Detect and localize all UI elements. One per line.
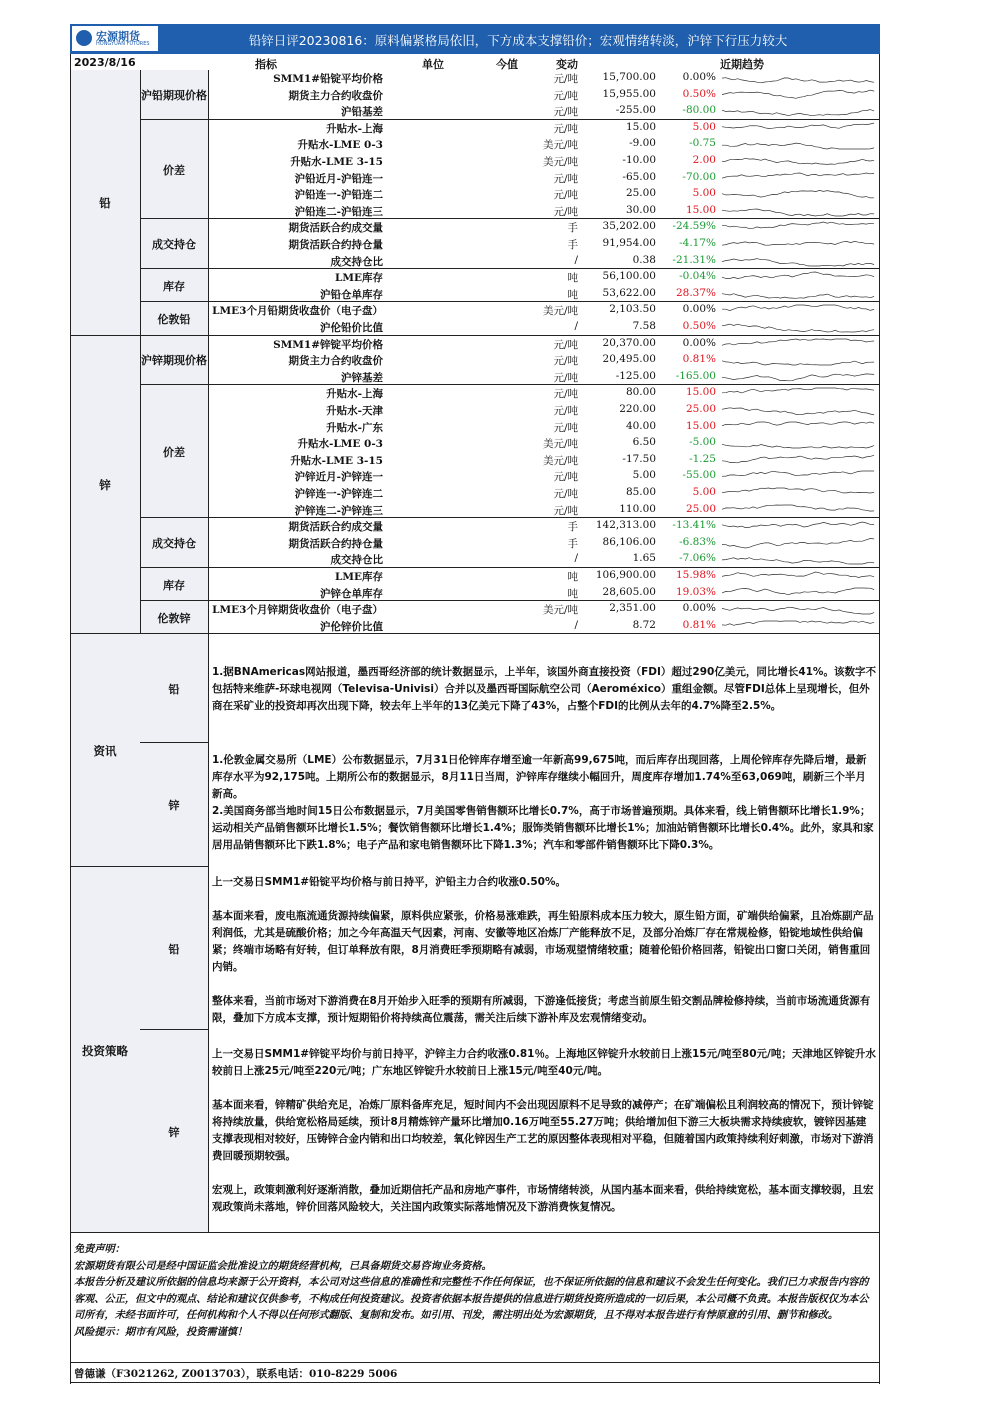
current-value: -9.00 [629, 137, 656, 150]
col-indicator: 指标 [255, 58, 277, 71]
table-row [208, 219, 880, 236]
trend-sparkline [718, 270, 878, 284]
indicator-name: 沪锌连二-沪锌连三 [294, 504, 383, 517]
change-value: -1.25 [689, 452, 716, 465]
unit: 元/吨 [553, 106, 578, 119]
table-row [208, 618, 880, 635]
table-row [208, 236, 880, 253]
trend-sparkline [718, 453, 878, 467]
change-value: 0.00% [682, 602, 716, 615]
unit: 手 [567, 222, 578, 235]
unit: 吨 [567, 272, 578, 285]
current-value: 86,106.00 [602, 535, 656, 548]
change-value: -55.00 [682, 469, 716, 482]
unit: 吨 [567, 288, 578, 301]
unit: 元/吨 [553, 471, 578, 484]
table-row [208, 601, 880, 618]
current-value: 15,700.00 [602, 71, 656, 83]
indicator-name: 升贴水-LME 0-3 [297, 438, 383, 451]
change-value: 0.50% [682, 87, 716, 100]
trend-sparkline [718, 204, 878, 218]
table-row [208, 120, 880, 137]
col-trend: 近期趋势 [720, 58, 764, 71]
strategy-lead-text [212, 874, 876, 1027]
table-row [208, 452, 880, 469]
current-value: -255.00 [615, 104, 656, 117]
unit: 元/吨 [553, 405, 578, 417]
strategy-lead-label: 铅 [140, 867, 209, 1030]
change-value: 0.00% [682, 303, 716, 316]
paragraph: 基本面来看，废电瓶流通货源持续偏紧，原料供应紧张，价格易涨难跌，再生铅原料成本压力较大，原生铅方面，矿端供给偏紧，且冶炼副产品利润低，尤其是硫酸价格；加之今年高温天气因素，河南、安徽等地区冶炼厂产能释放不足，及部分冶炼厂存在常规检修，铅锭地域性供给偏紧；终端市场略有好转，但订单释放有限，8月消费旺季预期略有减弱，市场观望情绪较重；随着伦铅价格回落，铅锭出口窗口关闭，销售重回内销。 [212, 910, 874, 973]
trend-sparkline [718, 88, 878, 102]
trend-sparkline [718, 386, 878, 400]
current-value: 30.00 [625, 203, 656, 216]
indicator-name: 成交持仓比 [330, 554, 383, 567]
current-value: 110.00 [619, 502, 656, 515]
current-value: 80.00 [625, 386, 656, 399]
current-value: 0.38 [632, 253, 656, 266]
trend-sparkline [718, 619, 878, 633]
current-value: 28,605.00 [602, 585, 656, 598]
table-row [208, 551, 880, 568]
indicator-name: 期货活跃合约成交量 [288, 521, 383, 534]
indicator-name: 沪锌基差 [341, 371, 383, 384]
news-zinc-label: 锌 [140, 743, 209, 867]
unit: 吨 [567, 571, 578, 583]
risk-warning: 风险提示：期市有风险，投资需谨慎！ [74, 1326, 248, 1338]
col-change: 变动 [556, 58, 578, 71]
unit: 美元/吨 [542, 156, 578, 168]
change-value: 25.00 [685, 502, 716, 515]
change-value: 19.03% [675, 585, 716, 598]
trend-sparkline [718, 519, 878, 533]
logo-subtext: HONGYUAN FUTURES [96, 41, 150, 47]
current-value: 1.65 [632, 552, 656, 565]
trend-sparkline [718, 486, 878, 500]
trend-sparkline [718, 254, 878, 268]
unit: 元/吨 [553, 172, 578, 185]
news-zinc-text [212, 752, 876, 854]
change-value: -165.00 [675, 369, 716, 382]
trend-sparkline [718, 353, 878, 367]
indicator-name: 升贴水-LME 0-3 [297, 139, 383, 152]
trend-sparkline [718, 71, 878, 85]
trend-sparkline [718, 137, 878, 151]
news-lead-label: 铅 [140, 634, 209, 743]
indicator-name: 沪锌仓单库存 [320, 587, 383, 600]
current-value: 53,622.00 [602, 286, 656, 299]
table-row [208, 585, 880, 602]
paragraph: 上一交易日SMM1#锌锭平均价与前日持平，沪锌主力合约收涨0.81％。上海地区锌锭升水较前日上涨15元/吨至80元/吨；天津地区锌锭升水较前日上涨25元/吨至220元/吨；广东地区锌锭升水较前日上涨15元/吨至40元/吨。 [212, 1048, 876, 1077]
unit: 美元/吨 [542, 454, 578, 467]
unit: 美元/吨 [542, 604, 578, 617]
section-label: 铅 [70, 70, 141, 336]
group-label: 成交持仓 [140, 219, 209, 269]
trend-sparkline [718, 287, 878, 301]
current-value: 20,370.00 [602, 336, 656, 349]
change-value: 15.00 [685, 203, 716, 216]
current-value: 106,900.00 [595, 569, 656, 581]
paragraph: 1.据BNAmericas网站报道，墨西哥经济部的统计数据显示，上半年，该国外商直接投资（FDI）超过290亿美元，同比增长41%。该数字不包括特来维萨-环球电视网（Televisa-Univisi）合并以及墨西哥国际航空公司（Aeroméxico）重组金额。尽管FDI总体上呈现增长，但外商在采矿业的投资却再次出现下降，较去年上半年的13亿美元下降了43%，占整个FDI的比例从去年的4.7%降至2.5%。 [212, 666, 876, 712]
trend-sparkline [718, 171, 878, 185]
paragraph: 整体来看，当前市场对下游消费在8月开始步入旺季的预期有所减弱，下游逢低接货；考虑当前原生铅交割品牌检修持续，当前市场流通货源有限，叠加下方成本支撑，预计短期铅价将持续高位震荡，需关注后续下游补库及宏观情绪变动。 [212, 995, 871, 1024]
current-value: 8.72 [632, 618, 656, 631]
group-label: 伦敦锌 [140, 601, 209, 634]
group-label: 成交持仓 [140, 518, 209, 568]
paragraph: 1.伦敦金属交易所（LME）公布数据显示，7月31日伦锌库存增至逾一年新高99,675吨，而后库存出现回落，上周伦锌库存先降后增，最新库存水平为92,175吨。上期所公布的数据显示，8月11日当周，沪锌库存继续小幅回升，周度库存增加1.74%至63,069吨，刷新三个半月新高。 [212, 754, 867, 800]
indicator-name: 升贴水-天津 [326, 405, 383, 417]
table-row [208, 385, 880, 402]
change-value: -24.59% [672, 220, 716, 233]
indicator-name: 沪伦铅价比值 [320, 322, 383, 334]
current-value: 6.50 [632, 436, 656, 449]
trend-sparkline [718, 403, 878, 417]
indicator-name: SMM1#铅锭平均价格 [273, 73, 383, 85]
change-value: 0.00% [682, 71, 716, 83]
change-value: -21.31% [672, 253, 716, 266]
indicator-name: 期货活跃合约成交量 [288, 222, 383, 235]
col-unit: 单位 [422, 58, 444, 71]
unit: 吨 [567, 587, 578, 600]
change-value: 15.00 [685, 386, 716, 399]
group-label: 库存 [140, 568, 209, 601]
trend-sparkline [718, 121, 878, 135]
current-value: 35,202.00 [602, 220, 656, 233]
indicator-name: 沪铅仓单库存 [320, 288, 383, 301]
current-value: 2,103.50 [609, 303, 656, 316]
trend-sparkline [718, 104, 878, 118]
indicator-name: 沪伦锌价比值 [320, 620, 383, 633]
unit: 元/吨 [553, 89, 578, 102]
change-value: -0.04% [679, 270, 716, 283]
table-row [208, 419, 880, 436]
indicator-name: 沪锌近月-沪锌连一 [294, 471, 383, 484]
col-value: 今值 [496, 58, 518, 71]
unit: / [574, 253, 578, 266]
unit: 元/吨 [553, 488, 578, 500]
change-value: 5.00 [692, 486, 716, 498]
unit: 元/吨 [553, 504, 578, 517]
group-label: 伦敦铅 [140, 302, 209, 335]
current-value: 15.00 [625, 120, 656, 133]
change-value: 0.81% [682, 618, 716, 631]
change-value: 0.50% [682, 320, 716, 332]
strategy-section-label: 投资策略 [70, 867, 141, 1233]
disclaimer-line: 宏源期货有限公司是经中国证监会批准设立的期货经营机构，已具备期货交易咨询业务资格。 [74, 1260, 492, 1272]
unit: 元/吨 [553, 421, 578, 434]
change-value: 5.00 [692, 120, 716, 133]
indicator-name: 升贴水-LME 3-15 [290, 454, 383, 467]
table-row [208, 170, 880, 187]
table-row [208, 136, 880, 153]
table-row [208, 87, 880, 104]
disclaimer [74, 1242, 874, 1341]
unit: / [574, 552, 578, 565]
logo-text: 宏源期货 [96, 30, 140, 43]
trend-sparkline [718, 569, 878, 583]
trend-sparkline [718, 237, 878, 251]
table-row [208, 253, 880, 270]
indicator-name: LME库存 [334, 571, 383, 583]
table-row [208, 369, 880, 386]
change-value: -5.00 [689, 436, 716, 449]
report-header [70, 24, 880, 54]
strategy-zinc-text [212, 1046, 876, 1216]
current-value: 5.00 [632, 469, 656, 482]
table-row [208, 402, 880, 419]
report-sheet [70, 24, 880, 1384]
table-row [208, 286, 880, 303]
indicator-name: LME3个月铅期货收盘价（电子盘） [212, 305, 383, 318]
trend-sparkline [718, 187, 878, 201]
report-date: 2023/8/16 [74, 56, 136, 69]
table-row [208, 502, 880, 519]
table-row [208, 70, 880, 87]
change-value: -7.06% [679, 552, 716, 565]
indicator-name: LME库存 [334, 272, 383, 285]
group-label: 沪铅期现价格 [140, 70, 209, 120]
trend-sparkline [718, 320, 878, 334]
paragraph: 2.美国商务部当地时间15日公布数据显示，7月美国零售销售额环比增长0.7%，高于市场普遍预期。具体来看，线上销售额环比增长1.9%；运动相关产品销售额环比增长1.5%；餐饮销售额环比增长1.4%；服饰类销售额环比增长1%；加油站销售额环比增长0.4%。此外，家具和家居用品销售额环比下跌1.8%；电子产品和家电销售额环比下降1.3%；汽车和零部件销售额环比下降0.3%。 [212, 805, 874, 851]
change-value: -70.00 [682, 170, 716, 183]
current-value: 7.58 [632, 320, 656, 332]
table-row [208, 302, 880, 319]
current-value: 15,955.00 [602, 87, 656, 100]
indicator-name: 沪铅连一-沪铅连二 [294, 189, 383, 202]
indicator-name: SMM1#锌锭平均价格 [273, 338, 383, 351]
trend-sparkline [718, 536, 878, 550]
indicator-name: 期货活跃合约持仓量 [288, 239, 383, 251]
trend-sparkline [718, 220, 878, 234]
trend-sparkline [718, 602, 878, 616]
current-value: 56,100.00 [602, 270, 656, 283]
change-value: -0.75 [689, 137, 716, 150]
indicator-name: 沪铅基差 [341, 106, 383, 119]
trend-sparkline [718, 469, 878, 483]
indicator-name: LME3个月锌期货收盘价（电子盘） [212, 604, 383, 617]
change-value: 0.00% [682, 336, 716, 349]
unit: 元/吨 [553, 205, 578, 218]
change-value: 25.00 [685, 403, 716, 415]
current-value: 20,495.00 [602, 353, 656, 366]
current-value: 2,351.00 [609, 602, 656, 615]
paragraph: 上一交易日SMM1#铅锭平均价格与前日持平，沪铅主力合约收涨0.50%。 [212, 876, 566, 888]
indicator-name: 升贴水-上海 [326, 122, 383, 135]
indicator-name: 升贴水-广东 [326, 421, 383, 434]
unit: 手 [567, 521, 578, 534]
change-value: 15.00 [685, 419, 716, 432]
current-value: 91,954.00 [602, 237, 656, 249]
current-value: 25.00 [625, 187, 656, 200]
change-value: 28.37% [675, 286, 716, 299]
table-row [208, 203, 880, 220]
news-section-label: 资讯 [70, 634, 141, 867]
report-title: 铅锌日评20230816：原料偏紧格局依旧，下方成本支撑铅价；宏观情绪转淡，沪锌下行压力较大 [248, 33, 788, 48]
table-row [208, 186, 880, 203]
paragraph: 基本面来看，锌精矿供给充足，冶炼厂原料备库充足，短时间内不会出现因原料不足导致的减停产；在矿端偏松且利润较高的情况下，预计锌锭将持续放量，供给宽松格局延续，预计8月精炼锌产量环比增加0.16万吨至55.27万吨；供给增加但下游三大板块需求持续疲软，镀锌因基建支撑表现相对较好，压铸锌合金内销和出口均较差，氧化锌因生产工艺的原因整体表现相对平稳，但随着国内政策持续利好刺激，市场对下游消费回暖预期较强。 [212, 1099, 874, 1162]
current-value: -125.00 [615, 369, 656, 382]
strategy-zinc-label: 锌 [140, 1030, 209, 1233]
current-value: -65.00 [622, 170, 656, 183]
change-value: -80.00 [682, 104, 716, 117]
company-logo [72, 26, 158, 51]
current-value: 40.00 [625, 419, 656, 432]
unit: 美元/吨 [542, 305, 578, 318]
table-row [208, 336, 880, 353]
indicator-name: 期货主力合约收盘价 [288, 89, 383, 102]
unit: 手 [567, 239, 578, 251]
unit: / [574, 618, 578, 631]
unit: 元/吨 [553, 73, 578, 85]
unit: 美元/吨 [542, 438, 578, 451]
group-label: 价差 [140, 385, 209, 518]
change-value: -6.83% [679, 535, 716, 548]
indicator-name: 沪铅连二-沪铅连三 [294, 205, 383, 218]
unit: 元/吨 [553, 122, 578, 135]
analyst-contact: 曾德谦（F3021262, Z0013703），联系电话：010-8229 5006 [74, 1368, 398, 1380]
current-value: 220.00 [619, 403, 656, 415]
table-row [208, 535, 880, 552]
unit: 美元/吨 [542, 139, 578, 152]
trend-sparkline [718, 420, 878, 434]
change-value: -13.41% [672, 519, 716, 532]
trend-sparkline [718, 503, 878, 517]
paragraph: 宏观上，政策刺激利好逐渐消散，叠加近期信托产品和房地产事件，市场情绪转淡，从国内基本面来看，供给持续宽松，基本面支撑较弱，且宏观政策尚未落地，锌价回落风险较大，关注国内政策实际落地情况及下游消费恢复情况。 [212, 1184, 874, 1213]
trend-sparkline [718, 303, 878, 317]
trend-sparkline [718, 586, 878, 600]
change-value: 2.00 [692, 154, 716, 166]
group-label: 价差 [140, 120, 209, 220]
table-row [208, 269, 880, 286]
logo-mark-icon [76, 30, 92, 46]
table-row [208, 352, 880, 369]
indicator-name: 沪锌连一-沪锌连二 [294, 488, 383, 500]
change-value: -4.17% [679, 237, 716, 249]
table-row [208, 103, 880, 120]
unit: / [574, 320, 578, 332]
current-value: -10.00 [622, 154, 656, 166]
unit: 元/吨 [553, 355, 578, 368]
unit: 元/吨 [553, 388, 578, 401]
indicator-name: 成交持仓比 [330, 255, 383, 268]
table-row [208, 468, 880, 485]
change-value: 5.00 [692, 187, 716, 200]
disclaimer-title: 免责声明： [74, 1244, 125, 1255]
unit: 元/吨 [553, 338, 578, 351]
change-value: 0.81% [682, 353, 716, 366]
table-row [208, 153, 880, 170]
indicator-name: 沪铅近月-沪铅连一 [294, 172, 383, 185]
indicator-name: 期货主力合约收盘价 [288, 355, 383, 368]
trend-sparkline [718, 436, 878, 450]
group-label: 库存 [140, 269, 209, 302]
unit: 元/吨 [553, 189, 578, 202]
section-label: 锌 [70, 336, 141, 635]
disclaimer-line: 本报告分析及建议所依据的信息均来源于公开资料，本公司对这些信息的准确性和完整性不作任何保证，也不保证所依据的信息和建议不会发生任何变化。我们已力求报告内容的客观、公正，但文中的观点、结论和建议仅供参考，不构成任何投资建议。投资者依据本报告提供的信息进行期货投资所造成的一切后果，本公司概不负责。本报告版权仅为本公司所有，未经书面许可，任何机构和个人不得以任何形式翻版、复制和发布。如引用、刊发，需注明出处为宏源期货，且不得对本报告进行有悖原意的引用、删节和修改。 [74, 1277, 869, 1321]
table-row [208, 319, 880, 336]
change-value: 15.98% [675, 569, 716, 581]
trend-sparkline [718, 154, 878, 168]
table-row [208, 568, 880, 585]
current-value: 85.00 [625, 486, 656, 498]
trend-sparkline [718, 552, 878, 566]
trend-sparkline [718, 370, 878, 384]
current-value: 142,313.00 [595, 519, 656, 532]
news-lead-text [212, 664, 876, 715]
unit: 手 [567, 537, 578, 550]
table-row [208, 485, 880, 502]
indicator-name: 升贴水-上海 [326, 388, 383, 401]
trend-sparkline [718, 337, 878, 351]
unit: 元/吨 [553, 371, 578, 384]
table-row [208, 435, 880, 452]
current-value: -17.50 [622, 452, 656, 465]
indicator-name: 期货活跃合约持仓量 [288, 537, 383, 550]
group-label: 沪锌期现价格 [140, 336, 209, 386]
indicator-name: 升贴水-LME 3-15 [290, 156, 383, 168]
table-row [208, 518, 880, 535]
